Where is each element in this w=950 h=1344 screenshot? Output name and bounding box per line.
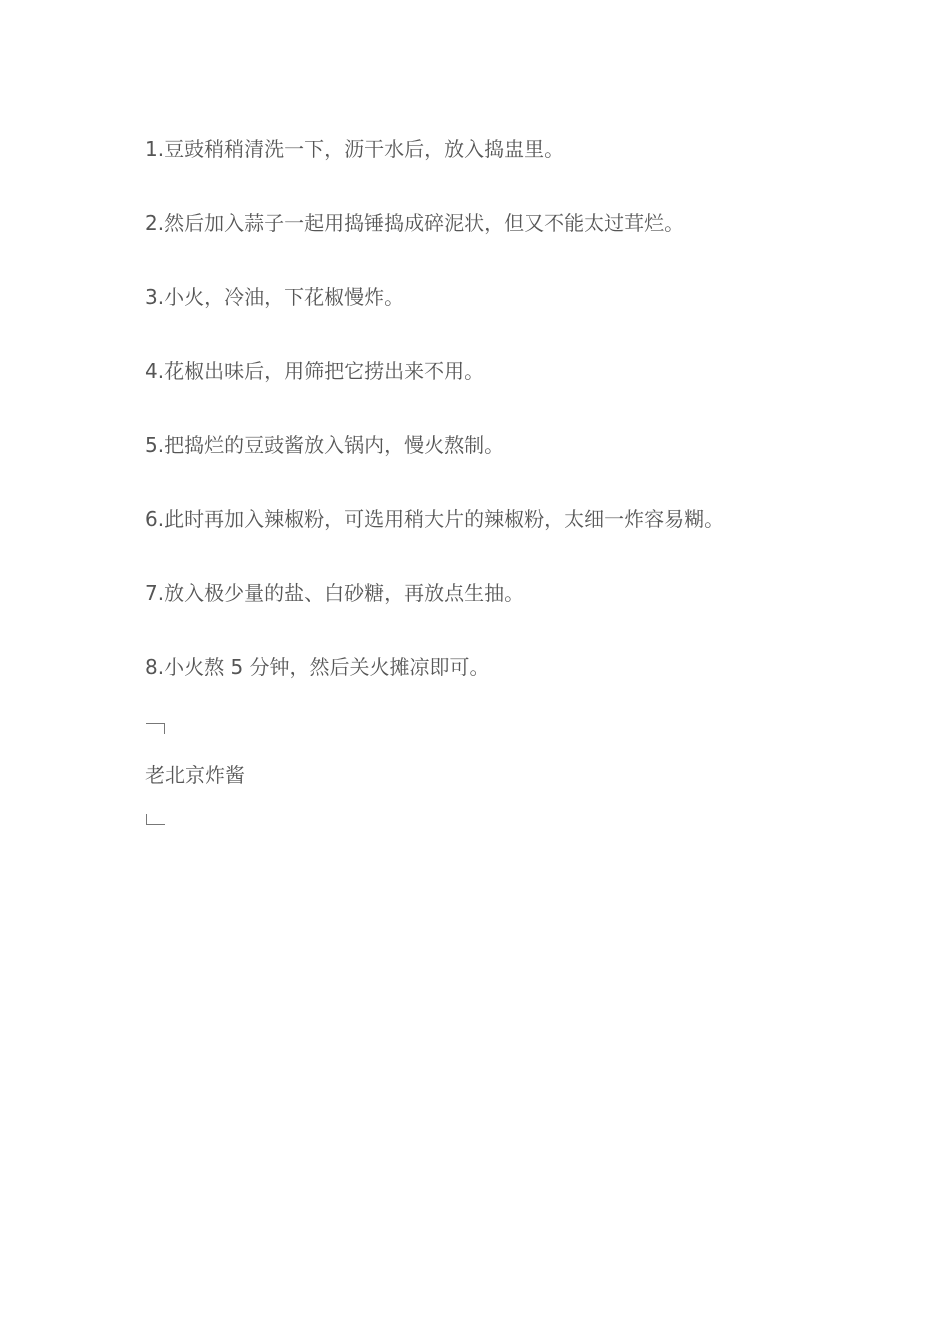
recipe-step: 5.把捣烂的豆豉酱放入锅内，慢火熬制。 <box>145 433 505 457</box>
recipe-steps-list <box>145 134 724 726</box>
recipe-step: 1.豆豉稍稍清洗一下，沥干水后，放入捣盅里。 <box>145 137 565 161</box>
section-title: 老北京炸酱 <box>145 763 245 787</box>
recipe-step: 3.小火，冷油，下花椒慢炸。 <box>145 285 405 309</box>
text-boundary-top-mark <box>146 723 165 734</box>
recipe-step: 2.然后加入蒜子一起用捣锤捣成碎泥状，但又不能太过茸烂。 <box>145 211 685 235</box>
recipe-step: 8.小火熬 5 分钟，然后关火摊凉即可。 <box>145 655 490 679</box>
text-boundary-bottom-mark <box>146 814 165 825</box>
recipe-step: 4.花椒出味后，用筛把它捞出来不用。 <box>145 359 485 383</box>
recipe-step: 6.此时再加入辣椒粉，可选用稍大片的辣椒粉，太细一炸容易糊。 <box>145 507 725 531</box>
recipe-step: 7.放入极少量的盐、白砂糖，再放点生抽。 <box>145 581 525 605</box>
